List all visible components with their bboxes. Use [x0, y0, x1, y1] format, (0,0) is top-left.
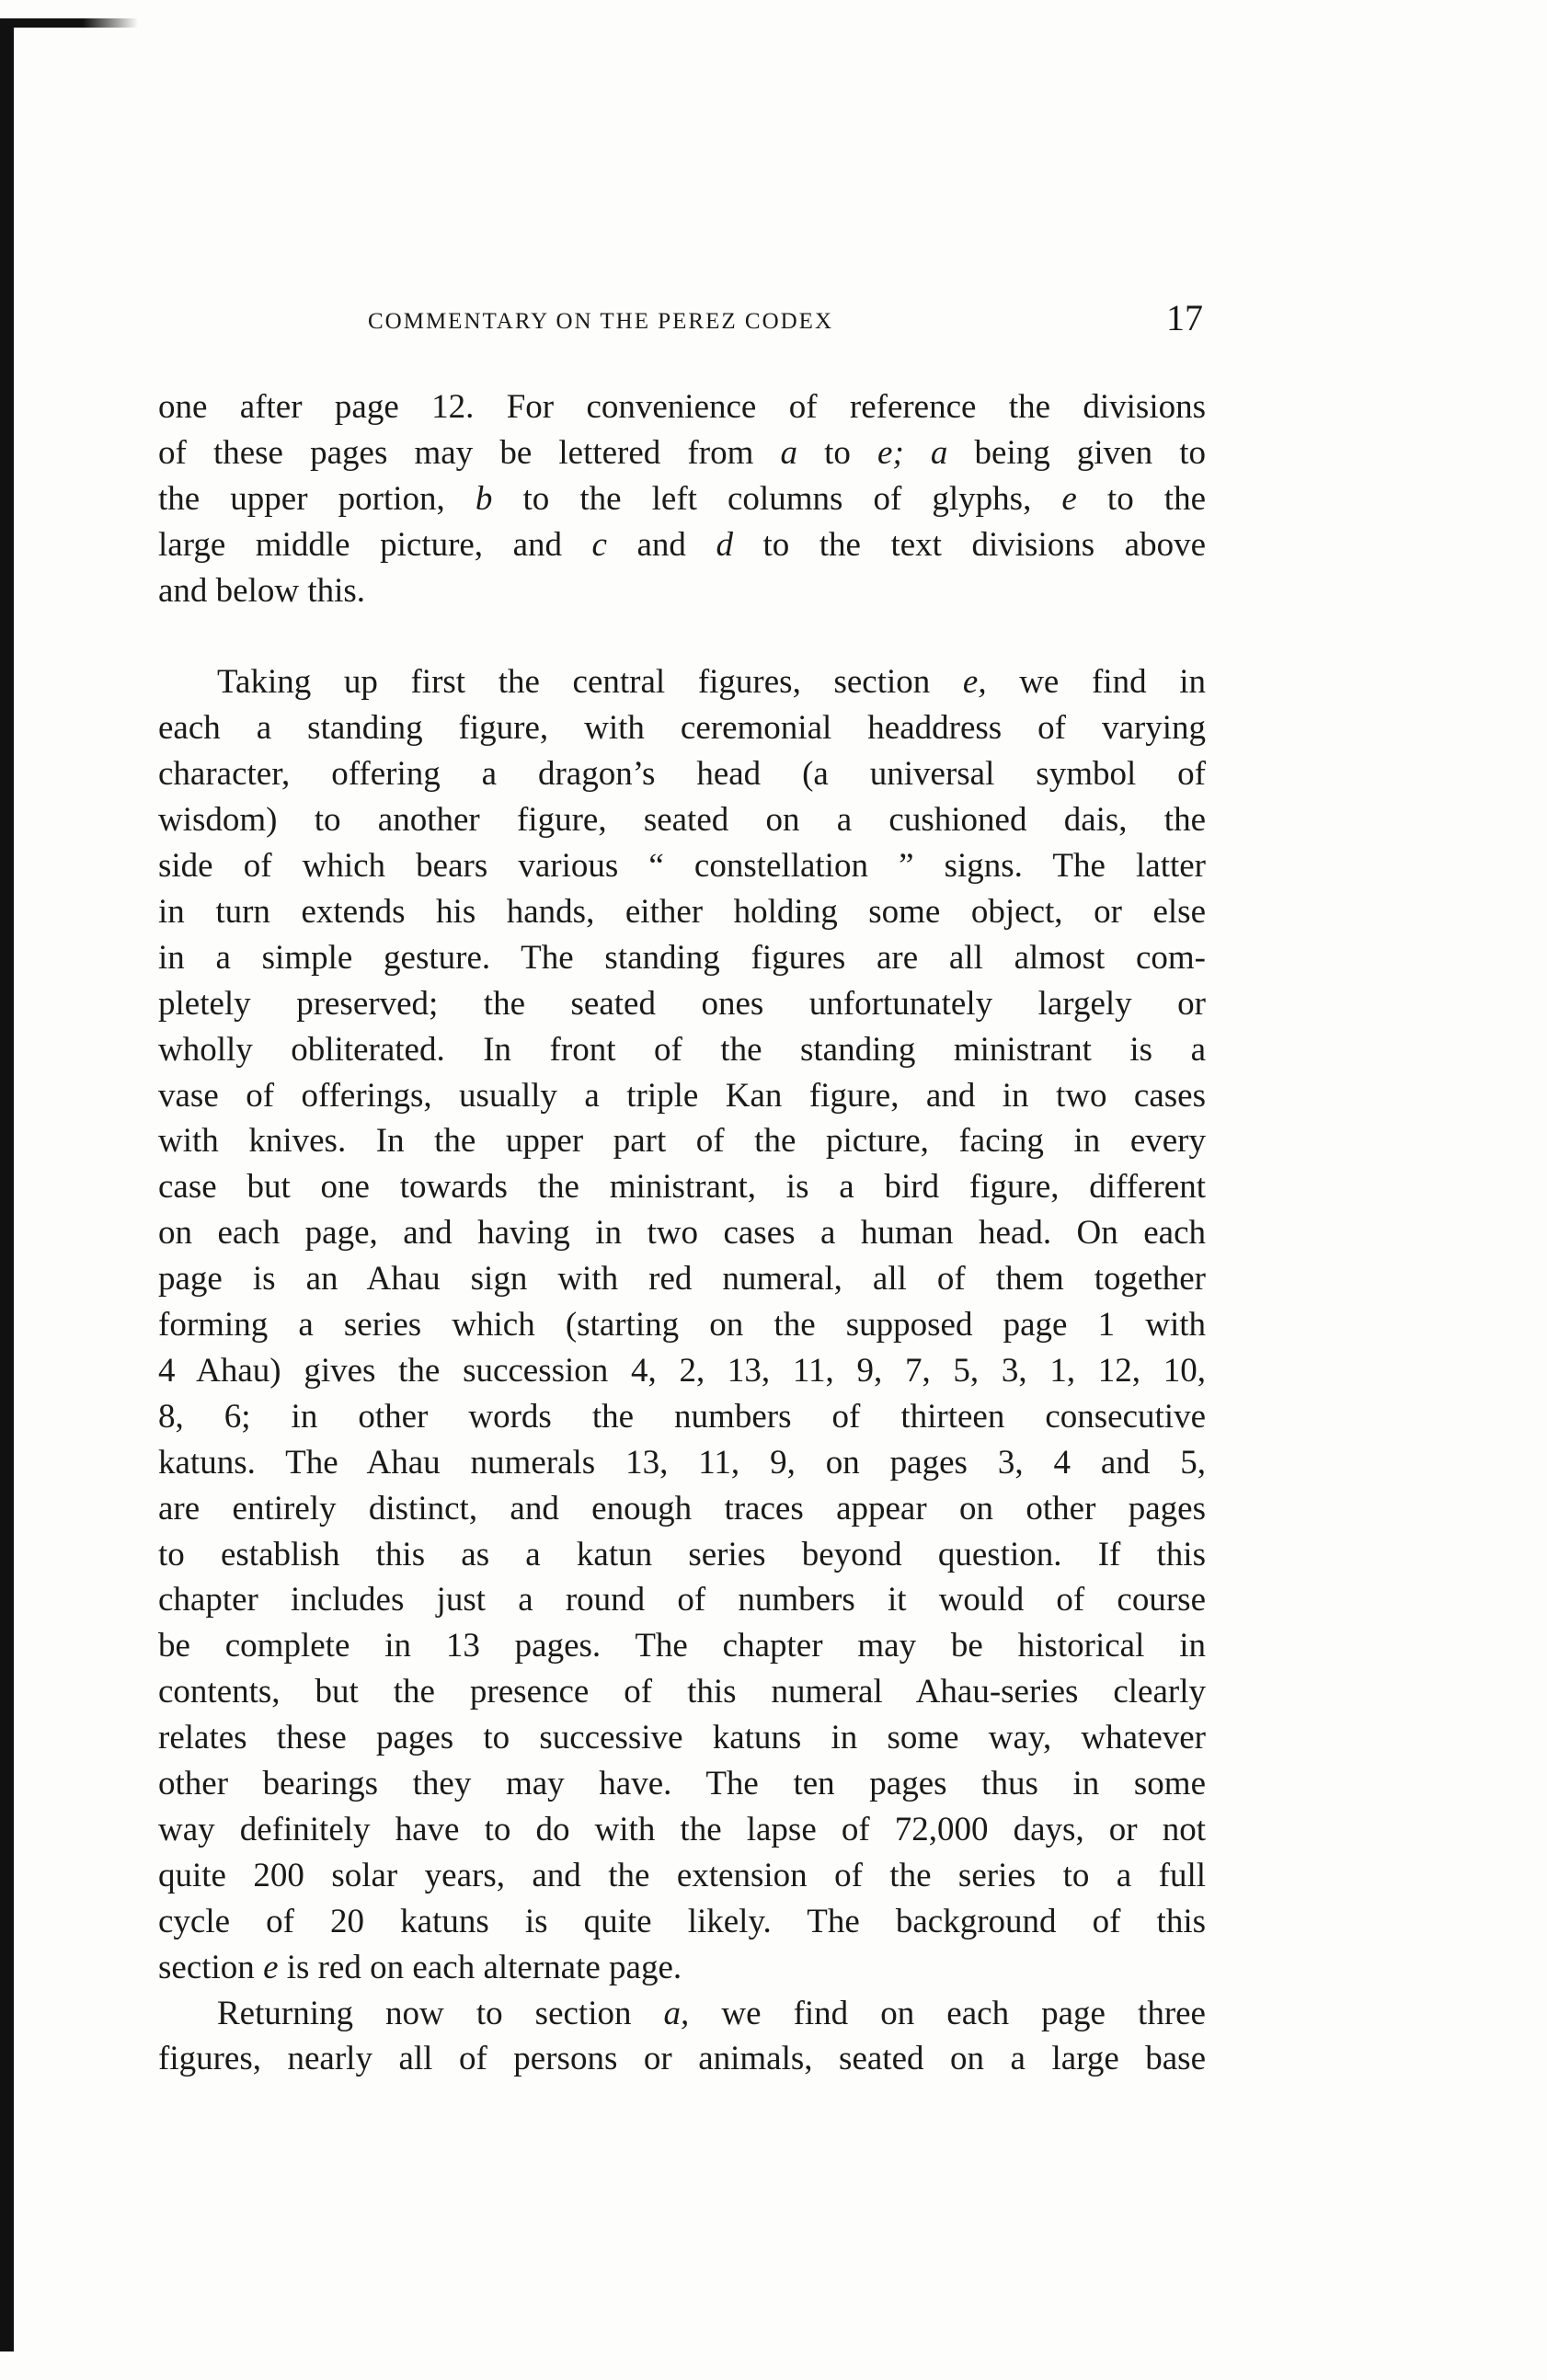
text-segment: are entirely distinct, and enough traces appear on other pages — [158, 1489, 1206, 1528]
text-segment: forming a series which (starting on the supposed page 1 with — [158, 1306, 1206, 1344]
text-segment: contents, but the presence of this numeral Ahau-series clearly — [158, 1673, 1206, 1711]
text-segment: side of which bears various “ constellation ” signs. The latter — [158, 847, 1206, 885]
text-line — [158, 1442, 1206, 1484]
text-segment: wisdom) to another figure, seated on a cushioned dais, the — [158, 801, 1206, 840]
text-line — [158, 753, 1206, 795]
text-line — [158, 1166, 1206, 1208]
text-line — [158, 2038, 1206, 2080]
text-line — [158, 845, 1206, 887]
text-segment: case but one towards the ministrant, is a bird figure, different — [158, 1168, 1206, 1207]
text-segment: vase of offerings, usually a triple Kan figure, and in two cases — [158, 1076, 1206, 1115]
text-line — [158, 478, 1206, 521]
text-segment: the upper portion, — [158, 479, 476, 518]
italic-text: a, — [663, 1994, 690, 2032]
italic-text: a — [780, 433, 797, 472]
text-segment: katuns. The Ahau numerals 13, 11, 9, on pages 3, 4 and 5, — [158, 1443, 1206, 1482]
text-segment: with knives. In the upper part of the picture, facing in every — [158, 1122, 1206, 1161]
text-line — [158, 1901, 1206, 1943]
text-line — [158, 1534, 1206, 1576]
text-segment: to the text divisions above — [732, 525, 1206, 564]
text-line — [158, 386, 1206, 429]
text-segment: and below this. — [158, 571, 366, 610]
italic-text: e, — [962, 663, 987, 702]
text-segment: page is an Ahau sign with red numeral, all of them together — [158, 1260, 1206, 1299]
scan-binding-edge — [0, 20, 14, 2351]
text-line — [158, 707, 1206, 749]
text-segment: and — [606, 525, 716, 564]
italic-text: e — [1061, 479, 1077, 518]
text-line — [158, 1671, 1206, 1713]
text-line — [158, 1212, 1206, 1254]
text-line — [158, 1717, 1206, 1759]
text-line — [158, 983, 1206, 1025]
text-segment: we find in — [986, 663, 1206, 702]
text-segment: way definitely have to do with the lapse of 72,000 days, or not — [158, 1810, 1206, 1848]
text-segment: 8, 6; in other words the numbers of thirteen consecutive — [158, 1397, 1206, 1436]
text-segment: cycle of 20 katuns is quite likely. The background of this — [158, 1902, 1206, 1940]
text-line — [158, 1488, 1206, 1530]
text-line — [158, 1809, 1206, 1851]
text-segment: figures, nearly all of persons or animals, seated on a large base — [158, 2040, 1206, 2078]
text-segment: character, offering a dragon’s head (a universal symbol of — [158, 755, 1206, 794]
text-segment: one after page 12. For convenience of reference the divisions — [158, 388, 1206, 426]
text-segment: relates these pages to successive katuns in some way, whatever — [158, 1719, 1206, 1757]
text-segment: in a simple gesture. The standing figures are all almost com- — [158, 938, 1206, 977]
text-line — [158, 1763, 1206, 1805]
text-line — [158, 1625, 1206, 1667]
text-line — [158, 1579, 1206, 1621]
text-line — [158, 1350, 1206, 1392]
text-line — [158, 1396, 1206, 1438]
text-segment: being given to — [947, 433, 1206, 472]
text-line — [158, 1947, 1206, 1989]
text-segment: 4 Ahau) gives the succession 4, 2, 13, 11, 9, 7, 5, 3, 1, 12, 10, — [158, 1351, 1206, 1390]
text-segment: large middle picture, and — [158, 525, 592, 564]
page-number: 17 — [1166, 297, 1203, 338]
text-segment: be complete in 13 pages. The chapter may be historical in — [158, 1627, 1206, 1665]
text-line — [158, 570, 1206, 612]
text-line — [158, 891, 1206, 933]
text-line — [158, 1029, 1206, 1071]
text-segment: Taking up first the central figures, section — [217, 663, 963, 702]
text-segment: pletely preserved; the seated ones unfortunately largely or — [158, 984, 1206, 1023]
italic-text: b — [475, 479, 493, 518]
text-line — [158, 1258, 1206, 1300]
text-segment: other bearings they may have. The ten pages thus in some — [158, 1765, 1206, 1802]
text-segment: to the left columns of glyphs, — [492, 479, 1062, 518]
text-segment: on each page, and having in two cases a human head. On each — [158, 1214, 1206, 1253]
scan-corner-shadow — [0, 18, 138, 28]
text-segment: is red on each alternate page. — [278, 1948, 682, 1986]
text-line — [158, 1855, 1206, 1897]
text-segment: in turn extends his hands, either holding some object, or else — [158, 892, 1206, 931]
text-segment: to the — [1076, 479, 1207, 518]
italic-text: c — [591, 525, 607, 564]
text-line — [158, 799, 1206, 841]
text-segment: wholly obliterated. In front of the standing ministrant is a — [158, 1030, 1206, 1069]
text-line — [158, 524, 1206, 566]
text-line — [158, 937, 1206, 979]
text-line — [158, 1075, 1206, 1117]
italic-text: e; — [877, 433, 904, 472]
text-line — [158, 1304, 1206, 1346]
text-segment: section — [158, 1948, 264, 1986]
italic-text: e — [263, 1948, 279, 1986]
text-segment: to — [796, 433, 878, 472]
italic-text: d — [716, 525, 733, 564]
text-segment: to establish this as a katun series beyond question. If this — [158, 1535, 1206, 1573]
text-segment: we find on each page three — [689, 1994, 1206, 2032]
text-segment: Returning now to section — [217, 1994, 664, 2032]
text-segment: quite 200 solar years, and the extension of the series to a full — [158, 1856, 1206, 1894]
text-segment: chapter includes just a round of numbers it would of course — [158, 1581, 1206, 1619]
running-head: COMMENTARY ON THE PEREZ CODEX — [368, 309, 834, 334]
text-line — [158, 661, 1206, 704]
text-line — [158, 1120, 1206, 1162]
text-segment: of these pages may be lettered from — [158, 433, 781, 472]
text-line — [158, 1993, 1206, 2035]
text-segment — [904, 434, 931, 472]
text-segment: each a standing figure, with ceremonial headdress of varying — [158, 709, 1206, 748]
text-line — [158, 432, 1206, 475]
italic-text: a — [930, 433, 948, 472]
